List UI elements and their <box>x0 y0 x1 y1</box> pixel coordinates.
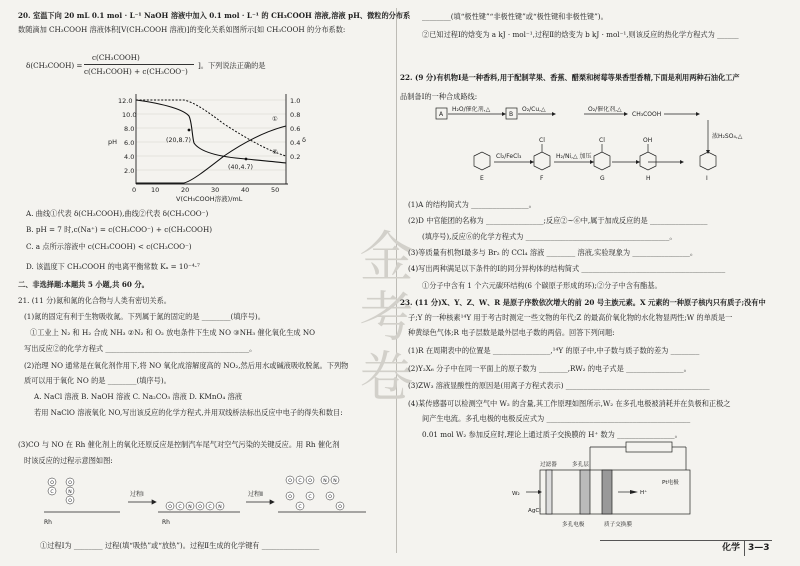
hydroxy-group: OH <box>643 137 653 144</box>
x-tick: 10 <box>151 186 160 194</box>
node-h: H <box>646 175 651 182</box>
q21-part1-equation: 写出反应②的化学方程式 ________________________________________。 <box>24 344 257 353</box>
q21-part2-b: 质可以用于氧化 NO 的是 ________(填序号)。 <box>24 376 171 385</box>
atom-label: C <box>178 505 182 510</box>
q21-part2-options: A. NaCl 溶液 B. NaOH 溶液 C. Na₂CO₃ 溶液 D. KMnO₄ 溶液 <box>34 392 242 401</box>
atom-label: C <box>208 505 212 510</box>
reagent-2: O₂/Cu,△ <box>522 106 546 113</box>
q21-part2-c: 若用 NaClO 溶液氧化 NO,写出该反应的化学方程式,并用双线桥法标出反应中电子的得失和数目: <box>34 408 343 417</box>
atom-label: O <box>68 499 72 504</box>
curve-1 <box>136 126 286 183</box>
atom-label: N <box>333 479 337 484</box>
porous-electrode-label: 多孔电极 <box>562 522 585 528</box>
footer-rule <box>600 540 772 541</box>
q20-option-a: A. 曲线①代表 δ(CH₃COOH),曲线②代表 δ(CH₃COO⁻) <box>26 209 209 218</box>
q20-chart <box>96 86 326 202</box>
q20-formula-lhs: δ(CH₃COOH) = <box>26 61 83 70</box>
rh-label: Rh <box>44 519 52 526</box>
q22-sub1: (1)A 的结构简式为 ________________。 <box>408 200 536 209</box>
curve-1-label: ① <box>272 116 278 123</box>
y-tick: 12.0 <box>118 97 133 105</box>
chloro-group: Cl <box>599 137 605 144</box>
y-tick: 6.0 <box>124 139 135 147</box>
meter-label <box>610 440 672 441</box>
q21-part3-a: (3)CO 与 NO 在 Rh 催化剂上的氧化还原反应是控制汽车尾气对空气污染的关键反应。用 Rh 催化剂 <box>18 440 340 449</box>
reagent-4: Cl₂/FeCl₃ <box>496 153 522 160</box>
right-tick: 0.6 <box>290 125 301 133</box>
q23-title-2: 子;Y 的一种核素¹⁴Y 用于考古时测定一些文物的年代;Z 的最高价氧化物的水化物显两性;W 的单质是一 <box>408 313 733 322</box>
q21-continued-1: ________(填“极性键”“非极性键”或“极性键和非极性键”)。 <box>422 12 608 21</box>
acetic-acid: CH₃COOH <box>632 111 662 118</box>
q20-option-d: D. 该温度下 CH₃COOH 的电离平衡常数 Kₐ = 10⁻⁴·⁷ <box>26 262 200 271</box>
atom-label: O <box>338 505 342 510</box>
node-a: A <box>439 111 444 118</box>
filter-label: 过滤器 <box>540 462 557 468</box>
point-b <box>245 158 248 161</box>
atom-label: N <box>188 505 192 510</box>
q22-synthesis-scheme <box>434 106 764 190</box>
q21-title: 21. (11 分)氮和氮的化合物与人类有密切关系。 <box>18 296 171 305</box>
point-a <box>188 129 191 132</box>
q20-formula-numerator: c(CH₃COOH) <box>92 53 140 62</box>
atom-label: N <box>323 479 327 484</box>
point-b-label: (40,4.7) <box>228 164 253 171</box>
atom-label: O <box>308 479 312 484</box>
atom-label: C <box>298 479 302 484</box>
reagent-5: H₂/Ni,△ 加压 <box>556 153 592 160</box>
node-f: F <box>540 175 544 182</box>
reagent-1: H₂O/催化剂,△ <box>452 106 491 113</box>
cell-body <box>540 470 690 514</box>
q23-sub2: (2)Y₂X₆ 分子中在同一平面上的原子数为 ________,RW₂ 的电子式是 ________________。 <box>408 364 691 373</box>
right-column <box>398 0 800 566</box>
w2-label: W₂ <box>512 491 520 497</box>
right-tick: 0.8 <box>290 111 301 119</box>
atom-label: C <box>298 505 302 510</box>
q23-sub4-c: 0.01 mol W₂ 参加反应时,理论上通过质子交换膜的 H⁺ 数为 ________________。 <box>422 430 682 439</box>
atom-label: O <box>288 495 292 500</box>
chloro-group: Cl <box>539 137 545 144</box>
meter-box <box>626 442 672 452</box>
q21-part1-options: ①工业上 N₂ 和 H₂ 合成 NH₃ ②N₂ 和 O₂ 放电条件下生成 NO ③NH₃ 催化氧化生成 NO <box>30 328 316 337</box>
q22-sub2-b: (填序号),反应⑥的化学方程式为 ________________________________________。 <box>422 232 677 241</box>
q23-title-1: 23. (11 分)X、Y、Z、W、R 是原子序数依次增大的前 20 号主族元素。X 元素的一种原子核内只有质子;没有中 <box>400 298 766 307</box>
x-tick: 40 <box>241 186 250 194</box>
chart-xlabel: V(CH₃COOH溶液)/mL <box>176 195 243 202</box>
ylabel-left: pH <box>108 138 118 146</box>
reagent-6: 浓H₂SO₄,△ <box>712 133 743 140</box>
y-tick: 2.0 <box>124 167 135 175</box>
q22-sub2: (2)D 中官能团的名称为 ________________;反应②~⑥中,属于加成反应的是 ________________ <box>408 216 708 225</box>
y-tick: 4.0 <box>124 153 135 161</box>
q23-sub4-b: 间产生电流。多孔电极的电极反应式为 ________________________________________ <box>422 414 691 423</box>
pem-label: 质子交换膜 <box>604 522 632 528</box>
atom-label: C <box>50 490 54 495</box>
watermark: 金考卷 <box>351 228 414 408</box>
node-e: E <box>480 175 484 182</box>
ylabel-right: δ <box>302 136 306 144</box>
footer-page-number: 3—3 <box>748 543 770 553</box>
sensor-diagram <box>510 440 700 534</box>
atom-label: N <box>68 490 72 495</box>
q21-part3-c: ①过程Ⅰ为 ________ 过程(填“吸热”或“放热”)。过程Ⅱ生成的化学键有 ________________ <box>40 541 320 550</box>
q23-sub1: (1)R 在周期表中的位置是 ________________,¹⁴Y 的原子中,中子数与质子数的差为 ________ <box>408 346 700 355</box>
q22-sub4: (4)写出两种满足以下条件的Ⅰ的同分异构体的结构简式 ________________________________________ <box>408 264 726 273</box>
y-tick: 8.0 <box>124 125 135 133</box>
porous-layer-label: 多孔层 <box>572 462 589 468</box>
q20-formula-denominator: c(CH₃COOH) + c(CH₃COO⁻) <box>84 67 188 76</box>
atom-label: O <box>288 479 292 484</box>
reagent-3: O₂/催化剂,△ <box>588 106 622 113</box>
atom-label: O <box>50 481 54 486</box>
q22-title-2: 品制备Ⅰ的一种合成路线: <box>400 92 478 101</box>
q23-sub3: (3)ZW₃ 溶液显酸性的原因是(用离子方程式表示) ________________________________________ <box>408 381 710 390</box>
q23-sub4-a: (4)某传感器可以检测空气中 W₂ 的含量,其工作原理如图所示,W₂ 在多孔电极被消耗并在负极和正极之 <box>408 399 731 408</box>
q22-title-1: 22. (9 分)有机物Ⅰ是一种香料,用于配制苹果、香蕉、醋栗和树莓等果香型香精,下面是利用两种石油化工产 <box>400 73 740 82</box>
node-i: I <box>706 175 708 182</box>
node-g: G <box>600 175 605 182</box>
footer-subject: 化学 <box>722 543 741 553</box>
atom-label: O <box>168 505 172 510</box>
right-tick: 0.4 <box>290 139 301 147</box>
rh-process-diagram <box>40 474 370 532</box>
curve-2-label: ② <box>272 149 278 156</box>
atom-label: O <box>68 481 72 486</box>
atom-label: O <box>328 495 332 500</box>
q22-sub4-b: ①分子中含有 1 个六元碳环结构(6 个碳原子形成的环);②分子中含有酯基。 <box>422 281 662 290</box>
node-b: B <box>509 111 514 118</box>
process-2-label: 过程Ⅱ <box>248 491 263 498</box>
q20-option-c: C. a 点所示溶液中 c(CH₃COOH) < c(CH₃COO⁻) <box>26 242 192 251</box>
q20-stem-2: 数随滴加 CH₃COOH 溶液体积[V(CH₃COOH 溶液)]的变化关系如图所示[如 CH₃COOH 的分布系数: <box>18 25 346 34</box>
x-tick: 20 <box>181 186 190 194</box>
right-tick: 1.0 <box>290 97 301 105</box>
x-tick: 50 <box>271 186 280 194</box>
atom-label: N <box>218 505 222 510</box>
q21-part2-a: (2)治理 NO 通常是在氧化剂作用下,将 NO 氧化成溶解度高的 NO₂,然后用水或碱液吸收脱氮。下列物 <box>24 361 349 370</box>
pt-electrode-label: Pt电极 <box>662 480 679 486</box>
x-tick: 30 <box>211 186 220 194</box>
ph-curve <box>136 100 286 163</box>
q20-stem-1: 20. 室温下向 20 mL 0.1 mol · L⁻¹ NaOH 溶液中加入 0.1 mol · L⁻¹ 的 CH₃COOH 溶液,溶液 pH、微粒的分布系 <box>18 11 411 20</box>
right-tick: 0.2 <box>290 153 301 161</box>
q22-sub3: (3)等质量有机物Ⅰ最多与 Br₂ 的 CCl₄ 溶液 ________ 溶液,实验现象为 ________________。 <box>408 248 698 257</box>
y-tick: 10.0 <box>122 111 137 119</box>
atom-label: C <box>308 495 312 500</box>
rh-label: Rh <box>162 519 170 526</box>
q20-option-b: B. pH = 7 时,c(Na⁺) = c(CH₃COO⁻) + c(CH₃COOH) <box>26 225 213 234</box>
x-tick: 0 <box>132 186 137 194</box>
point-a-label: (20,8.7) <box>166 137 191 144</box>
q20-formula-tail: ]。下列说法正确的是 <box>198 61 266 70</box>
atom-label: O <box>198 505 202 510</box>
q21-part3-b: 时该反应的过程示意图如图: <box>24 456 113 465</box>
q23-title-3: 种黄绿色气体;R 电子层数是最外层电子数的两倍。回答下列问题: <box>408 328 615 337</box>
q21-continued-2: ②已知过程Ⅰ的焓变为 a kJ · mol⁻¹,过程Ⅱ的焓变为 b kJ · mol⁻¹,则该反应的热化学方程式为 ______ <box>422 30 739 39</box>
agcl-label: AgCl <box>528 508 541 514</box>
hplus-label: H⁺ <box>640 490 648 496</box>
process-1-label: 过程Ⅰ <box>130 491 144 498</box>
q21-part1: (1)氮的固定有利于生物吸收氮。下列属于氮的固定的是 ________(填序号)。 <box>24 312 265 321</box>
footer-separator <box>744 540 745 556</box>
fraction-bar <box>84 64 194 65</box>
section-heading: 二、非选择题:本题共 5 小题,共 60 分。 <box>18 280 149 289</box>
